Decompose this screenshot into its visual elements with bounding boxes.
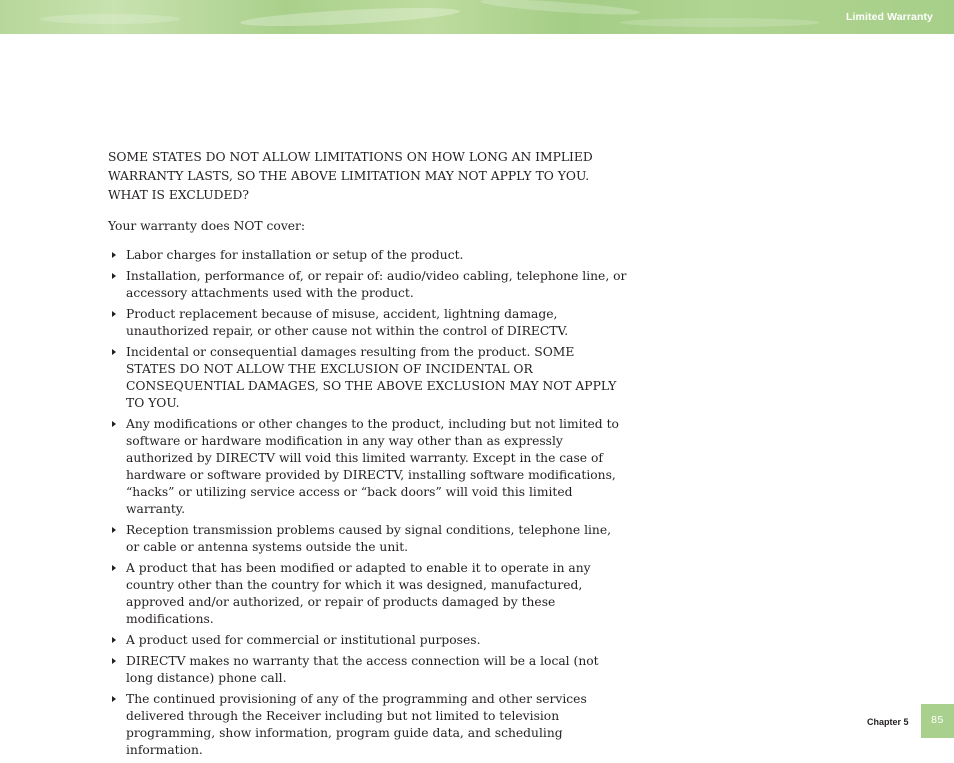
list-item-text: Any modifications or other changes to the product, including but not limited to software or hardware modification in any way other than as expressly authorized by DIRECTV will void this limited warranty. Except in the case of hardware or software provided by DIRECTV, installing software modifications, “hacks” or utilizing service access or “back doors” will void this limited warranty. [126, 417, 619, 516]
triangle-bullet-icon [112, 273, 116, 279]
list-item [108, 560, 628, 628]
banner-swirl-decoration [240, 4, 460, 29]
notice-line: WARRANTY LASTS, SO THE ABOVE LIMITATION MAY NOT APPLY TO YOU. [108, 169, 590, 183]
implied-warranty-notice [108, 148, 628, 205]
list-item [108, 268, 628, 302]
chapter-label: Chapter 5 [867, 717, 909, 727]
list-item [108, 306, 628, 340]
list-item [108, 344, 628, 412]
triangle-bullet-icon [112, 349, 116, 355]
list-item-text: A product that has been modified or adapted to enable it to operate in any country other than the country for which it was designed, manufactured, approved and/or authorized, or repair of products damaged by these modifications. [126, 561, 591, 626]
list-item [108, 653, 628, 687]
banner-swirl-decoration [40, 14, 180, 24]
list-item [108, 632, 628, 649]
exclusions-intro: Your warranty does NOT cover: [108, 219, 306, 233]
banner-swirl-decoration [620, 18, 820, 27]
triangle-bullet-icon [112, 252, 116, 258]
list-item-text: Incidental or consequential damages resulting from the product. SOME STATES DO NOT ALLOW THE EXCLUSION OF INCIDENTAL OR CONSEQUENTIAL DAMAGES, SO THE ABOVE EXCLUSION MAY NOT APPLY TO YOU. [126, 345, 617, 410]
triangle-bullet-icon [112, 527, 116, 533]
triangle-bullet-icon [112, 637, 116, 643]
header-banner [0, 0, 954, 34]
list-item-text: DIRECTV makes no warranty that the access connection will be a local (not long distance) phone call. [126, 654, 599, 685]
banner-swirl-decoration [480, 0, 640, 18]
list-item-text: Labor charges for installation or setup of the product. [126, 248, 464, 262]
triangle-bullet-icon [112, 311, 116, 317]
exclusions-list [108, 247, 628, 759]
page-number: 85 [931, 714, 944, 726]
section-title: Limited Warranty [846, 11, 933, 23]
list-item [108, 691, 628, 759]
list-item [108, 522, 628, 556]
notice-heading: WHAT IS EXCLUDED? [108, 188, 249, 202]
list-item [108, 247, 628, 264]
list-item-text: Reception transmission problems caused by signal conditions, telephone line, or cable or antenna systems outside the unit. [126, 523, 612, 554]
page-number-tab [921, 704, 954, 738]
triangle-bullet-icon [112, 658, 116, 664]
list-item-text: Product replacement because of misuse, accident, lightning damage, unauthorized repair, or other cause not within the control of DIRECTV. [126, 307, 569, 338]
list-item-text: The continued provisioning of any of the programming and other services delivered through the Receiver including but not limited to television programming, show information, program guide data, and scheduling information. [126, 692, 587, 757]
triangle-bullet-icon [112, 565, 116, 571]
triangle-bullet-icon [112, 421, 116, 427]
page-content [108, 148, 628, 763]
notice-line: SOME STATES DO NOT ALLOW LIMITATIONS ON HOW LONG AN IMPLIED [108, 150, 593, 164]
triangle-bullet-icon [112, 696, 116, 702]
list-item-text: Installation, performance of, or repair of: audio/video cabling, telephone line, or accessory attachments used with the product. [126, 269, 627, 300]
list-item [108, 416, 628, 518]
list-item-text: A product used for commercial or institutional purposes. [126, 633, 481, 647]
